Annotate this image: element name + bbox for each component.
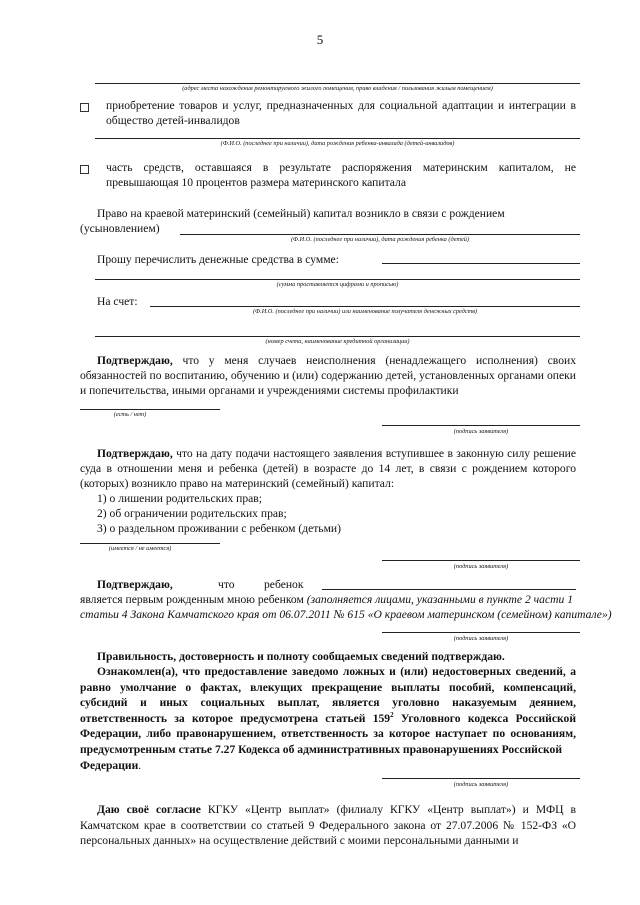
confirm-court-body: что на дату подачи настоящего заявления вступившее в законную силу решение суда в отношении меня и ребенка (детей) в возрасте до 14 лет, в связи с рождением которого (которых) возникло право на материнский (семейный) капитал:: [80, 447, 576, 490]
signature-caption-2: (подпись заявителя): [453, 563, 509, 570]
child-line: [180, 234, 580, 235]
confirm-court-bold: Подтверждаю,: [97, 447, 173, 460]
amount-line-2[interactable]: [95, 279, 580, 280]
acquainted-part-2: Уголовного кодекса Российской Федерации, либо правонарушением, ответственность за которое наступает по основаниям, предусмотренным статье 7.27 Кодекса об административных правонарушениях Российской: [80, 711, 576, 756]
confirm-first-child: ребенок: [264, 578, 304, 591]
signature-line-1[interactable]: [382, 425, 580, 426]
child-caption: (Ф.И.О. (последнее при наличии), дата рождения ребенка (детей): [290, 236, 470, 243]
page-number: 5: [316, 32, 324, 47]
transfer-label: Прошу перечислить денежные средства в сумме:: [97, 253, 339, 266]
account-line[interactable]: [95, 336, 580, 337]
amount-line-1[interactable]: [382, 263, 580, 264]
consent-body: КГКУ «Центр выплат» (филиалу КГКУ «Центр выплат») и МФЦ в Камчатском крае в соответствии со статьей 9 Федерального закона от 27.07.2006 № 152-ФЗ «О персональных данных» на осуществление действий с моими персональными данными и: [80, 803, 577, 847]
yes-no-line[interactable]: [80, 409, 220, 410]
confirm-prevention-bold: Подтверждаю,: [97, 354, 173, 367]
account-caption: (номер счета, наименование кредитной организации): [265, 338, 410, 345]
amount-caption: (сумма проставляется цифрами и прописью): [276, 281, 399, 288]
first-child-line[interactable]: [322, 589, 576, 590]
yes-no-caption: (есть / нет): [113, 411, 147, 418]
goods-checkbox[interactable]: [80, 103, 89, 112]
remainder-checkbox[interactable]: [80, 165, 89, 174]
confirm-first-line3: статьи 4 Закона Камчатского края от 06.07.2011 № 615 «О краевом материнском (семейном) капитале»): [80, 608, 612, 621]
acquainted-last-line: [80, 758, 141, 773]
acquainted-text: [80, 664, 576, 757]
option-goods-text: приобретение товаров и услуг, предназначенных для социальной адаптации и интеграции в общество детей-инвалидов: [106, 99, 576, 127]
consent-bold: Даю своё согласие: [97, 803, 201, 816]
acquainted-end: .: [138, 759, 142, 772]
signature-caption-3: (подпись заявителя): [453, 635, 509, 642]
option-remainder-text: часть средств, оставшаяся в результате распоряжения материнским капиталом, не превышающая 10 процентов размера материнского капитала: [106, 161, 576, 189]
recipient-caption: (Ф.И.О. (последнее при наличии) или наименование получателя денежных средств): [252, 308, 478, 315]
signature-line-4[interactable]: [382, 778, 580, 779]
present-line[interactable]: [80, 543, 220, 544]
signature-line-3[interactable]: [382, 632, 580, 633]
confirm-prevention-body: что у меня случаев неисполнения (ненадлежащего исполнения) своих обязанностей по воспитанию, обучению и (или) содержанию детей, установленных органами опеки и попечительства, иными органами и учреждениями системы профилактики: [80, 354, 576, 397]
present-caption: (имеется / не имеется): [108, 545, 172, 552]
consent-text: [80, 802, 576, 849]
confirm-first-that: что: [218, 578, 235, 591]
signature-caption-1: (подпись заявителя): [453, 428, 509, 435]
acquainted-part-1: Ознакомлен(а), что предоставление заведомо ложных и (или) недостоверных сведений, а равно умолчание о фактах, влекущих прекращение выплаты пособий, компенсаций, субсидий и иных социальных выплат, является уголовно наказуемым деянием, ответственность за которое предусмотрена статьей 159: [80, 665, 576, 725]
disabled-child-line: [95, 138, 580, 139]
confirm-prevention-text: [80, 353, 576, 398]
recipient-line[interactable]: [150, 306, 580, 307]
housing-line: [95, 83, 580, 84]
housing-caption: (адрес места нахождения ремонтируемого жилого помещения, право владения / пользования жилым помещением): [182, 85, 493, 92]
account-label: На счет:: [97, 295, 138, 308]
correctness-text: Правильность, достоверность и полноту сообщаемых сведений подтверждаю.: [97, 650, 505, 663]
confirm-first-line2: [80, 592, 576, 607]
confirm-first-plain: является первым рожденным мною ребенком: [80, 593, 307, 606]
disabled-child-caption: (Ф.И.О. (последнее при наличии), дата рождения ребенка-инвалида (детей-инвалидов): [220, 140, 455, 147]
acquainted-sup: 2: [390, 710, 394, 719]
acquainted-last: Федерации: [80, 759, 139, 772]
confirm-court-text: [80, 446, 576, 491]
right-text-a: Право на краевой материнский (семейный) капитал возникло в связи с рождением: [97, 207, 505, 220]
right-text-b: (усыновлением): [80, 222, 160, 235]
confirm-first-italic: (заполняется лицами, указанными в пункте 2 части 1: [306, 593, 573, 606]
court-item-2: 2) об ограничении родительских прав;: [97, 507, 287, 520]
court-item-3: 3) о раздельном проживании с ребенком (детьми): [97, 522, 341, 535]
court-item-1: 1) о лишении родительских прав;: [97, 492, 262, 505]
signature-line-2[interactable]: [382, 560, 580, 561]
signature-caption-4: (подпись заявителя): [453, 781, 509, 788]
confirm-first-bold: Подтверждаю,: [97, 578, 173, 591]
